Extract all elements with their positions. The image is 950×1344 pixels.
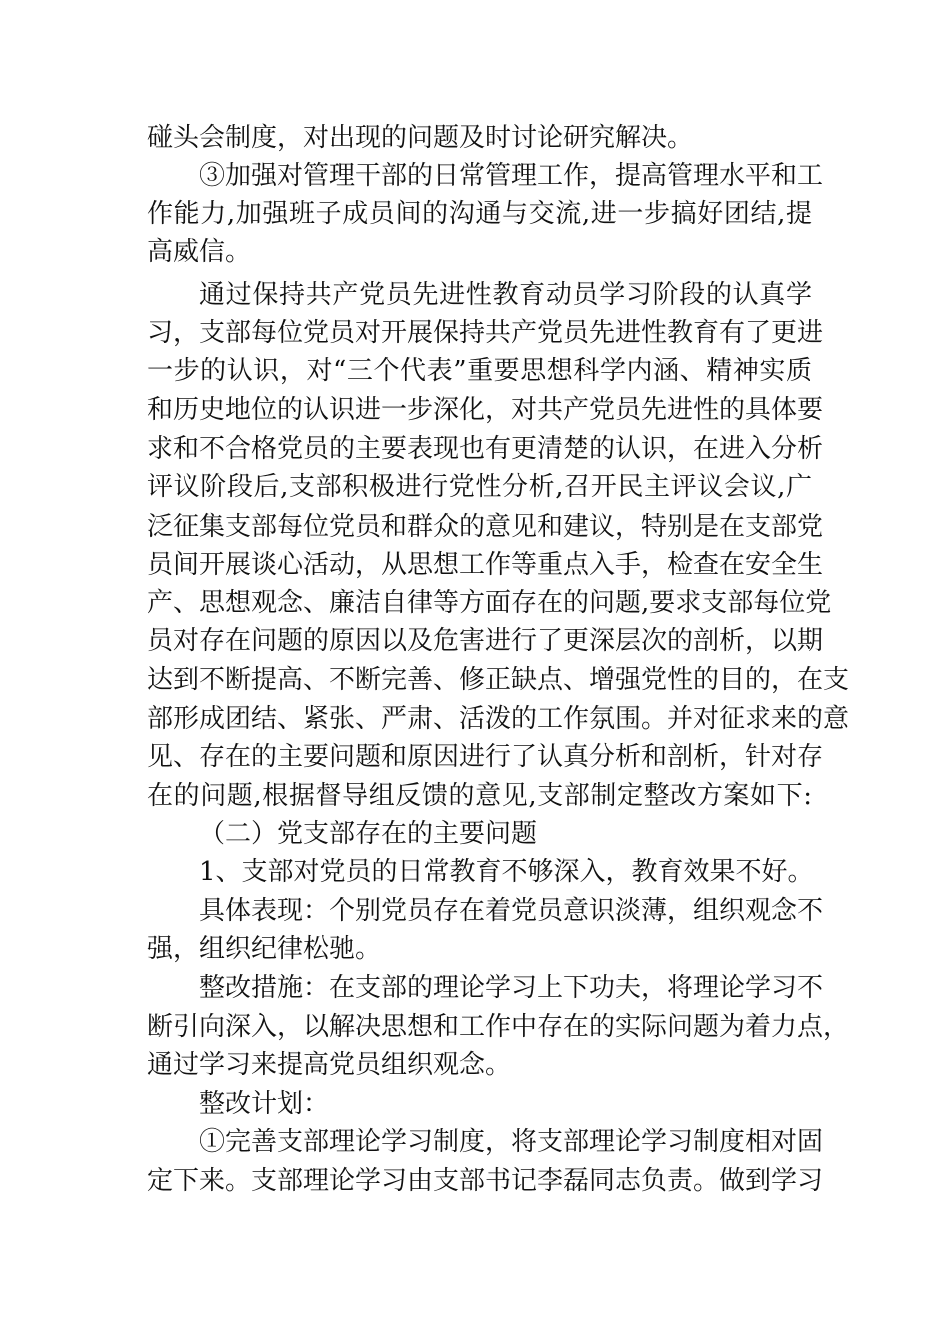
text-line: 整改计划： (199, 1089, 330, 1119)
text-line: ③加强对管理干部的日常管理工作，提高管理水平和工 (199, 161, 824, 191)
text-line: 产、思想观念、廉洁自律等方面存在的问题,要求支部每位党 (147, 588, 832, 618)
text-line: 达到不断提高、不断完善、修正缺点、增强党性的目的，在支 (147, 665, 850, 695)
text-line: 具体表现：个别党员存在着党员意识淡薄，组织观念不 (199, 896, 824, 926)
text-line: 泛征集支部每位党员和群众的意见和建议，特别是在支部党 (147, 512, 824, 542)
text-line: 部形成团结、紧张、严肃、活泼的工作氛围。并对征求来的意 (147, 704, 850, 734)
section-heading: （二）党支部存在的主要问题 (199, 819, 538, 849)
text-line: 作能力,加强班子成员间的沟通与交流,进一步搞好团结,提 (147, 199, 812, 229)
text-line: 评议阶段后,支部积极进行党性分析,召开民主评议会议,广 (147, 472, 812, 502)
text-line: 见、存在的主要问题和原因进行了认真分析和剖析，针对存 (147, 742, 824, 772)
text-line: 碰头会制度，对出现的问题及时讨论研究解决。 (147, 123, 694, 153)
text-line: 在的问题,根据督导组反馈的意见,支部制定整改方案如下: (147, 781, 812, 811)
text-line: 习，支部每位党员对开展保持共产党员先进性教育有了更进 (147, 318, 824, 348)
text-line: 断引向深入，以解决思想和工作中存在的实际问题为着力点， (147, 1012, 850, 1042)
text-line: 高威信。 (147, 237, 252, 267)
text-line: 整改措施：在支部的理论学习上下功夫，将理论学习不 (199, 973, 824, 1003)
text-line: 通过保持共产党员先进性教育动员学习阶段的认真学 (199, 280, 812, 310)
text-line: 一步的认识，对“三个代表”重要思想科学内涵、精神实质 (147, 356, 812, 386)
text-line: 1、支部对党员的日常教育不够深入，教育效果不好。 (199, 857, 814, 887)
text-line: 通过学习来提高党员组织观念。 (147, 1050, 512, 1080)
text-line: 员间开展谈心活动，从思想工作等重点入手，检查在安全生 (147, 550, 824, 580)
text-line: 强，组织纪律松驰。 (147, 934, 382, 964)
text-line: ①完善支部理论学习制度，将支部理论学习制度相对固 (199, 1127, 824, 1157)
text-line: 求和不合格党员的主要表现也有更清楚的认识，在进入分析 (147, 434, 824, 464)
text-line: 定下来。支部理论学习由支部书记李磊同志负责。做到学习 (147, 1166, 824, 1196)
text-line: 员对存在问题的原因以及危害进行了更深层次的剖析，以期 (147, 626, 824, 656)
text-line: 和历史地位的认识进一步深化，对共产党员先进性的具体要 (147, 395, 824, 425)
